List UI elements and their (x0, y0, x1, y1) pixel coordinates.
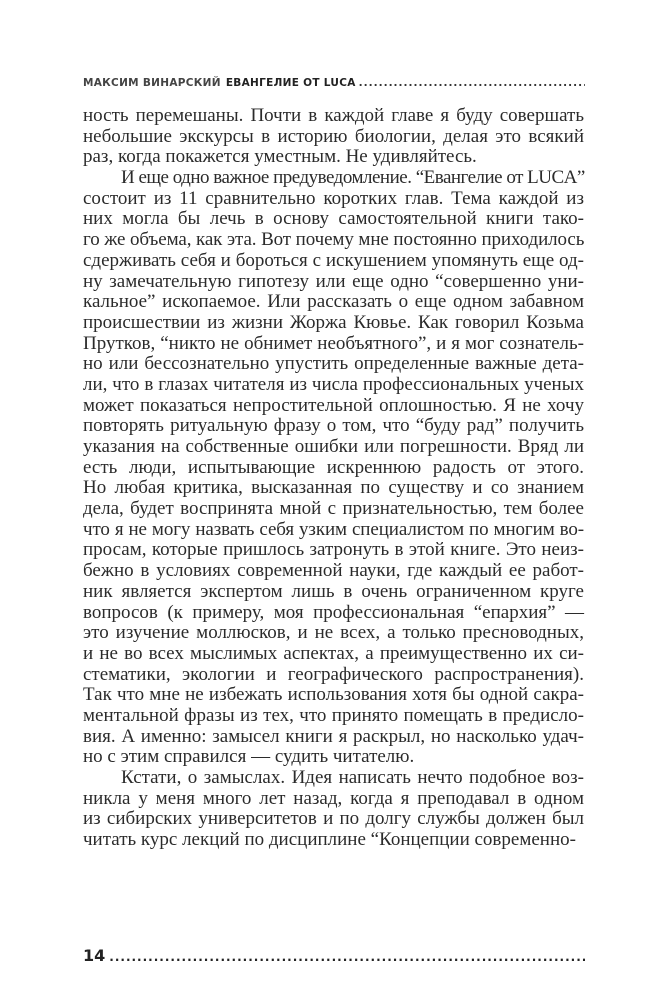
text-line: ну замечательную гипотезу или еще одно “совершенно уни- (83, 270, 584, 292)
text-line: ник является экспертом лишь в очень ограниченном круге (83, 580, 584, 602)
text-line: Кстати, о замыслах. Идея написать нечто подобное воз- (121, 767, 584, 788)
text-line: и не во всех мыслимых аспектах, а преимущественно их си- (83, 642, 584, 664)
header-dot-leader (359, 77, 585, 89)
page-number: 14 (83, 946, 106, 965)
text-line: них могла бы лечь в основу самостоятельной книги тако- (83, 208, 584, 230)
text-line: раз, когда покажется уместным. Не удивляйтесь. (83, 146, 477, 168)
text-line: из сибирских университетов и по долгу службы должен был (83, 808, 584, 830)
footer-dot-leader (109, 950, 585, 964)
text-line: сдерживать себя и бороться с искушением упомянуть еще од- (83, 249, 584, 271)
text-line: стематики, экологии и географического распространения). (83, 663, 584, 685)
text-line: дела, будет воспринята мной с признательностью, тем более (83, 498, 584, 520)
text-line: состоит из 11 сравнительно коротких глав. Тема каждой из (83, 187, 584, 209)
page-footer (83, 946, 585, 965)
text-line: указания на собственные ошибки или погрешности. Вряд ли (83, 436, 584, 457)
running-header (83, 77, 585, 89)
text-line: повторять ритуальную фразу о том, что “буду рад” получить (83, 415, 584, 437)
text-line: но или бессознательно упустить определенные важные дета- (83, 353, 584, 375)
page-body-text (83, 106, 584, 851)
text-line: есть люди, испытывающие искреннюю радость от этого. (83, 456, 584, 478)
header-author: МАКСИМ ВИНАРСКИЙ (83, 77, 221, 89)
text-line: ность перемешаны. Почти в каждой главе я буду совершать (83, 105, 584, 126)
text-line: читать курс лекций по дисциплине “Концепции современно- (83, 829, 576, 851)
text-line: ли, что в глазах читателя из числа профессиональных ученых (83, 373, 584, 395)
text-line: может показаться непростительной оплошностью. Я не хочу (83, 394, 584, 416)
header-book-title: ЕВАНГЕЛИЕ ОТ LUCA (225, 77, 356, 89)
text-line: никла у меня много лет назад, когда я преподавал в одном (83, 787, 584, 809)
text-line: Так что мне не избежать использования хотя бы одной сакра- (83, 684, 584, 706)
text-line: происшествии из жизни Жоржа Кювье. Как говорил Козьма (83, 311, 584, 333)
text-line: Но любая критика, высказанная по существу и со знанием (83, 477, 584, 499)
paragraph (83, 168, 584, 768)
paragraph (83, 768, 584, 851)
text-line: вия. А именно: замысел книги я раскрыл, но насколько удач- (83, 725, 584, 747)
text-line: просам, которые пришлось затронуть в этой книге. Это неиз- (83, 539, 584, 561)
text-line: Прутков, “никто не обнимет необъятного”, и я мог сознатель- (83, 332, 584, 354)
text-line: это изучение моллюсков, и не всех, а только пресноводных, (83, 622, 584, 644)
text-line: ментальной фразы из тех, что принято помещать в предисло- (83, 704, 584, 726)
text-line: небольшие экскурсы в историю биологии, делая это всякий (83, 125, 584, 147)
text-line: что я не могу назвать себя узким специалистом по многим во- (83, 518, 584, 540)
paragraph (83, 106, 584, 168)
text-line: кальное” ископаемое. Или рассказать о еще одном забавном (83, 291, 584, 313)
text-line: И еще одно важное предуведомление. “Евангелие от LUCA” (121, 167, 585, 189)
text-line: го же объема, как эта. Вот почему мне постоянно приходилось (83, 229, 585, 251)
text-line: но с этим справился — судить читателю. (83, 746, 415, 768)
text-line: бежно в условиях современной науки, где каждый ее работ- (83, 560, 584, 582)
text-line: вопросов (к примеру, моя профессиональная “епархия” — (83, 601, 584, 623)
